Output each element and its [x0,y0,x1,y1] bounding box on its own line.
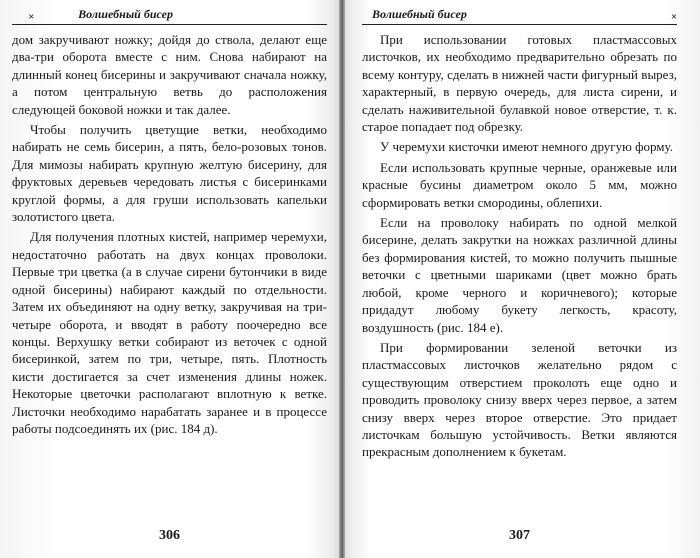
running-header-right [362,6,677,25]
paragraph: При формировании зеленой веточки из пластмассовых листочков желательно рядом с существующим отверстием проколоть еще одно и проводить проволоку снизу вверх через первое, а затем снизу вверх через второе отверстие. Это придает листочкам большую устойчивость. Ветки являются прекрасным дополнением к букетам. [362,339,677,460]
left-page [12,6,327,554]
paragraph: Если на проволоку набирать по одной мелкой бисерине, делать закрутки на ножках различной длины без формирования кистей, то можно получить пышные веточки с цветными шариками (цвет можно брать любой, кроме черного и коричневого); которые придадут любому букету легкость, красоту, воздушность (рис. 184 е). [362,215,677,335]
paragraph: При использовании готовых пластмассовых листочков, их необходимо предварительно обрезать по всему контуру, сделать в нижней части фигурный вырез, характерный, в первую очередь, для листа сирени, и сделать наживительной булавкой новое отверстие, т. к. старое попадает под обрезку. [362,32,677,135]
book-gutter [339,0,345,558]
header-ornament: × [670,11,677,23]
page-number: 307 [509,528,530,543]
page-number: 306 [159,528,180,543]
right-page [362,6,677,554]
paragraph: Для получения плотных кистей, например черемухи, недостаточно работать на двух концах проволоки. Первые три цветка (а в случае сирени бутончики в виде одной бисерины) набирают каждый по отдельности. Затем их объединяют на одну ветку, закручивая на три-четыре оборота, и вводят в работу поочередно все концы. Верхушку ветки собирают из веточек с одной бисеринкой, затем по три, четыре, пять. Плотность кисти достигается за счет изменения длины ножек. Некоторые цветочки располагают вплотную к ветке. Листочки необходимо нарабатать заранее и в процессе работы подсоединять их (рис. 184 д). [12,229,327,436]
paragraph: Чтобы получить цветущие ветки, необходимо набирать не семь бисерин, а пять, бело-розовых тонов. Для мимозы набирать крупную желтую бисерину, для фруктовых деревьев чередовать листья с бисеринками круглой формы, а для груши использовать капельки золотистого цвета. [12,122,327,225]
paragraph: дом закручивают ножку; дойдя до ствола, делают еще два-три оборота вместе с ним. Снова набирают на длинный конец бисерины и закручивают сначала ножку, а потом центральную ветвь до расположения следующей боковой ножки и так далее. [12,32,327,117]
page-body-right [362,31,677,461]
page-body-left [12,31,327,437]
running-title: Волшебный бисер [78,7,173,21]
paragraph: У черемухи кисточки имеют немного другую форму. [380,139,673,155]
running-header-left [12,6,327,25]
paragraph: Если использовать крупные черные, оранжевые или красные бусины диаметром около 5 мм, можно сформировать ветки смородины, облепихи. [362,159,677,210]
header-ornament: × [28,11,35,23]
running-title: Волшебный бисер [372,7,467,21]
